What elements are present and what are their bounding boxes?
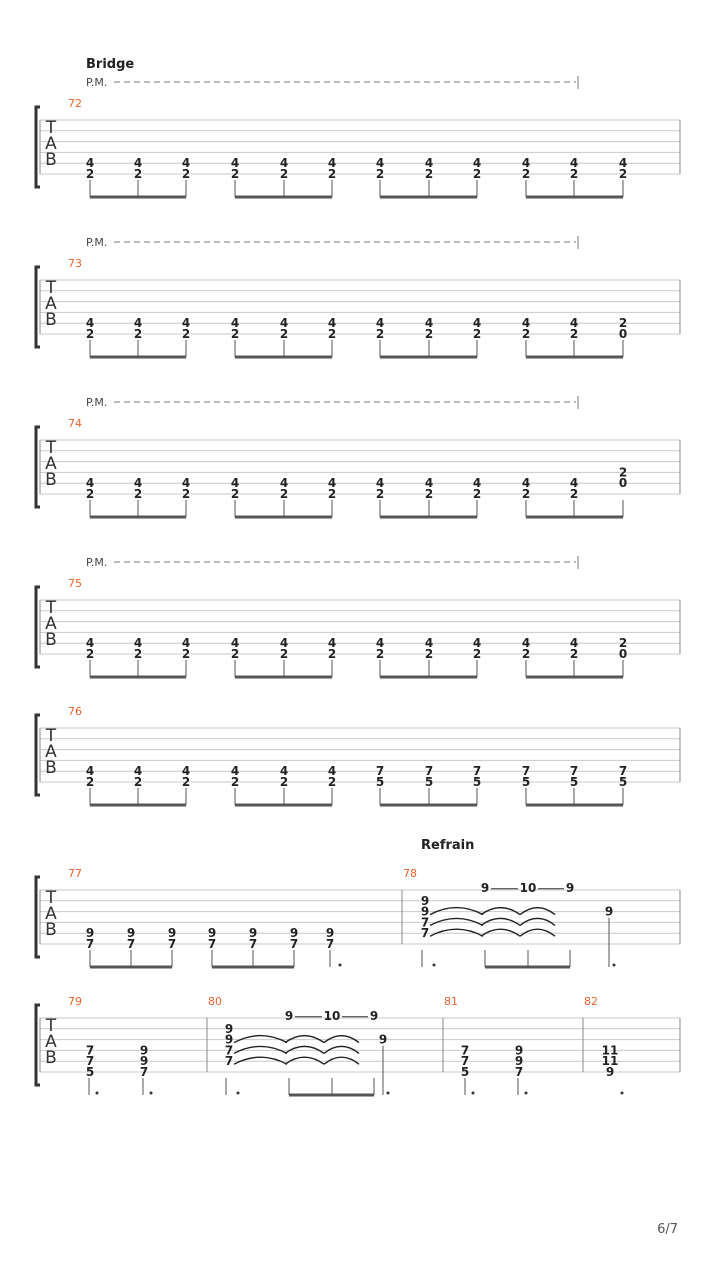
fret-number: 2 <box>424 167 434 181</box>
tab-system-72 <box>36 76 680 197</box>
fret-number: 5 <box>618 775 628 789</box>
measure-number: 79 <box>68 995 82 1008</box>
tab-system-79-82 <box>36 995 680 1095</box>
tab-clef-t: T <box>45 1016 57 1036</box>
measure-number: 81 <box>444 995 458 1008</box>
fret-number: 2 <box>618 167 628 181</box>
tab-clef-a: A <box>45 454 57 474</box>
fret-number: 5 <box>460 1065 470 1079</box>
tab-clef-a: A <box>45 904 57 924</box>
fret-number: 2 <box>472 327 482 341</box>
fret-number: 2 <box>181 167 191 181</box>
tab-clef-b: B <box>45 1048 57 1068</box>
fret-number: 4 <box>279 764 289 779</box>
fret-number: 4 <box>327 316 337 331</box>
fret-number: 7 <box>224 1043 234 1058</box>
tab-clef-b: B <box>45 310 57 330</box>
fret-number: 9 <box>167 926 177 941</box>
tab-clef-b: B <box>45 630 57 650</box>
fret-number: 4 <box>230 476 240 491</box>
fret-number: 4 <box>569 636 579 651</box>
fret-number: 2 <box>521 327 531 341</box>
fret-number: 7 <box>460 1043 470 1058</box>
fret-number: 4 <box>424 476 434 491</box>
fret-number: 5 <box>569 775 579 789</box>
dot <box>237 1092 240 1095</box>
fret-number: 7 <box>514 1065 524 1079</box>
fret-number: 7 <box>618 764 628 779</box>
fret-number: 9 <box>289 926 299 941</box>
dot <box>621 1092 624 1095</box>
fret-number: 4 <box>375 156 385 171</box>
system-bracket <box>36 107 40 187</box>
fret-number: 10 <box>323 1008 341 1023</box>
tab-clef-t: T <box>45 726 57 746</box>
tab-clef-t: T <box>45 888 57 908</box>
fret-number: 7 <box>472 764 482 779</box>
fret-number: 2 <box>85 167 95 181</box>
fret-number: 2 <box>85 487 95 501</box>
fret-number: 7 <box>224 1054 234 1069</box>
fret-number: 2 <box>181 327 191 341</box>
fret-number: 7 <box>521 764 531 779</box>
fret-number: 4 <box>424 316 434 331</box>
tab-clef-a: A <box>45 134 57 154</box>
fret-number: 2 <box>521 647 531 661</box>
fret-number: 9 <box>420 904 430 919</box>
fret-number: 7 <box>207 937 217 951</box>
tab-clef-b: B <box>45 150 57 170</box>
fret-number: 4 <box>181 764 191 779</box>
dot <box>613 964 616 967</box>
tab-clef-a: A <box>45 294 57 314</box>
fret-number: 4 <box>85 156 95 171</box>
fret-number: 2 <box>230 327 240 341</box>
fret-number: 2 <box>230 167 240 181</box>
palm-mute-label: P.M. <box>86 236 108 249</box>
fret-number: 2 <box>569 647 579 661</box>
dot <box>525 1092 528 1095</box>
fret-number: 4 <box>472 636 482 651</box>
tab-clef-a: A <box>45 742 57 762</box>
fret-number: 7 <box>325 937 335 951</box>
fret-number: 2 <box>279 167 289 181</box>
fret-number: 2 <box>85 647 95 661</box>
measure-number: 78 <box>403 867 417 880</box>
tab-clef-t: T <box>45 278 57 298</box>
fret-number: 2 <box>133 647 143 661</box>
dot <box>387 1092 390 1095</box>
tab-clef-t: T <box>45 438 57 458</box>
fret-number: 11 <box>601 1054 619 1069</box>
fret-number: 2 <box>230 775 240 789</box>
fret-number: 2 <box>181 647 191 661</box>
fret-number: 2 <box>472 167 482 181</box>
fret-number: 9 <box>369 1008 379 1023</box>
fret-number: 9 <box>605 1065 615 1079</box>
fret-number: 4 <box>472 156 482 171</box>
system-bracket <box>36 587 40 667</box>
palm-mute-label: P.M. <box>86 396 108 409</box>
fret-number: 7 <box>248 937 258 951</box>
fret-number: 4 <box>472 316 482 331</box>
fret-number: 2 <box>327 647 337 661</box>
dot <box>472 1092 475 1095</box>
section-label-refrain: Refrain <box>421 838 475 853</box>
tab-clef-b: B <box>45 758 57 778</box>
measure-number: 76 <box>68 705 82 718</box>
tab-clef-t: T <box>45 598 57 618</box>
fret-number: 2 <box>133 327 143 341</box>
fret-number: 4 <box>424 636 434 651</box>
fret-number: 9 <box>139 1043 149 1058</box>
fret-number: 2 <box>327 487 337 501</box>
fret-number: 4 <box>327 476 337 491</box>
fret-number: 4 <box>181 636 191 651</box>
fret-number: 4 <box>327 156 337 171</box>
tab-clef-t: T <box>45 118 57 138</box>
tab-system-76 <box>36 705 680 805</box>
section-label-bridge: Bridge <box>86 57 135 72</box>
measure-number: 74 <box>68 417 82 430</box>
fret-number: 9 <box>207 926 217 941</box>
fret-number: 2 <box>424 647 434 661</box>
fret-number: 4 <box>181 316 191 331</box>
fret-number: 0 <box>618 476 628 491</box>
fret-number: 7 <box>569 764 579 779</box>
fret-number: 4 <box>569 316 579 331</box>
dot <box>150 1092 153 1095</box>
fret-number: 4 <box>279 316 289 331</box>
fret-number: 4 <box>327 764 337 779</box>
fret-number: 2 <box>327 167 337 181</box>
fret-number: 7 <box>85 937 95 951</box>
fret-number: 4 <box>85 764 95 779</box>
fret-number: 4 <box>133 764 143 779</box>
fret-number: 5 <box>85 1065 95 1079</box>
tab-clef-b: B <box>45 470 57 490</box>
fret-number: 4 <box>521 636 531 651</box>
tab-system-74 <box>36 396 680 517</box>
fret-number: 2 <box>133 775 143 789</box>
fret-number: 2 <box>85 327 95 341</box>
tab-clef-a: A <box>45 614 57 634</box>
fret-number: 2 <box>375 647 385 661</box>
fret-number: 10 <box>519 880 537 895</box>
measure-number: 72 <box>68 97 82 110</box>
fret-number: 5 <box>375 775 385 789</box>
fret-number: 4 <box>279 156 289 171</box>
page-number: 6/7 <box>657 1222 678 1237</box>
fret-number: 7 <box>420 915 430 930</box>
fret-number: 4 <box>279 476 289 491</box>
fret-number: 7 <box>424 764 434 779</box>
fret-number: 5 <box>424 775 434 789</box>
dot <box>96 1092 99 1095</box>
fret-number: 2 <box>521 167 531 181</box>
fret-number: 2 <box>133 487 143 501</box>
fret-number: 4 <box>327 636 337 651</box>
system-bracket <box>36 267 40 347</box>
fret-number: 2 <box>569 167 579 181</box>
fret-number: 4 <box>521 316 531 331</box>
fret-number: 2 <box>521 487 531 501</box>
dot <box>433 964 436 967</box>
fret-number: 9 <box>284 1008 294 1023</box>
fret-number: 7 <box>289 937 299 951</box>
fret-number: 4 <box>230 316 240 331</box>
fret-number: 5 <box>472 775 482 789</box>
dot <box>339 964 342 967</box>
fret-number: 9 <box>126 926 136 941</box>
fret-number: 2 <box>279 327 289 341</box>
fret-number: 9 <box>480 880 490 895</box>
fret-number: 9 <box>224 1032 234 1047</box>
measure-number: 73 <box>68 257 82 270</box>
tab-system-73 <box>36 236 680 357</box>
fret-number: 4 <box>569 476 579 491</box>
fret-number: 2 <box>618 636 628 651</box>
fret-number: 2 <box>181 487 191 501</box>
tab-clef-a: A <box>45 1032 57 1052</box>
fret-number: 4 <box>181 156 191 171</box>
fret-number: 2 <box>181 775 191 789</box>
fret-number: 2 <box>327 775 337 789</box>
fret-number: 4 <box>521 156 531 171</box>
fret-number: 4 <box>230 156 240 171</box>
fret-number: 2 <box>230 647 240 661</box>
fret-number: 7 <box>167 937 177 951</box>
fret-number: 5 <box>521 775 531 789</box>
fret-number: 0 <box>618 327 628 341</box>
fret-number: 2 <box>569 487 579 501</box>
fret-number: 2 <box>375 487 385 501</box>
fret-number: 7 <box>460 1054 470 1069</box>
fret-number: 4 <box>181 476 191 491</box>
measure-number: 75 <box>68 577 82 590</box>
fret-number: 2 <box>327 327 337 341</box>
fret-number: 2 <box>230 487 240 501</box>
tab-system-77-78 <box>36 867 680 967</box>
fret-number: 9 <box>224 1021 234 1036</box>
fret-number: 2 <box>133 167 143 181</box>
fret-number: 4 <box>375 636 385 651</box>
measure-number: 77 <box>68 867 82 880</box>
fret-number: 4 <box>375 476 385 491</box>
fret-number: 4 <box>230 764 240 779</box>
fret-number: 4 <box>230 636 240 651</box>
fret-number: 2 <box>85 775 95 789</box>
system-bracket <box>36 427 40 507</box>
fret-number: 9 <box>514 1043 524 1058</box>
fret-number: 9 <box>325 926 335 941</box>
fret-number: 4 <box>569 156 579 171</box>
fret-number: 2 <box>618 316 628 331</box>
fret-number: 4 <box>85 316 95 331</box>
palm-mute-label: P.M. <box>86 76 108 89</box>
fret-number: 4 <box>133 476 143 491</box>
system-bracket <box>36 877 40 957</box>
fret-number: 9 <box>420 893 430 908</box>
palm-mute-label: P.M. <box>86 556 108 569</box>
measure-number: 80 <box>208 995 222 1008</box>
fret-number: 4 <box>133 156 143 171</box>
fret-number: 7 <box>85 1054 95 1069</box>
fret-number: 4 <box>133 636 143 651</box>
fret-number: 2 <box>472 647 482 661</box>
fret-number: 7 <box>85 1043 95 1058</box>
fret-number: 2 <box>424 487 434 501</box>
fret-number: 0 <box>618 647 628 661</box>
fret-number: 2 <box>375 327 385 341</box>
fret-number: 4 <box>472 476 482 491</box>
fret-number: 4 <box>279 636 289 651</box>
measure-number: 82 <box>584 995 598 1008</box>
fret-number: 7 <box>126 937 136 951</box>
fret-number: 7 <box>420 926 430 941</box>
fret-number: 2 <box>569 327 579 341</box>
fret-number: 4 <box>521 476 531 491</box>
fret-number: 4 <box>85 476 95 491</box>
fret-number: 2 <box>424 327 434 341</box>
fret-number: 2 <box>375 167 385 181</box>
tab-system-75 <box>36 556 680 677</box>
fret-number: 4 <box>424 156 434 171</box>
fret-number: 9 <box>248 926 258 941</box>
system-bracket <box>36 715 40 795</box>
fret-number: 9 <box>565 880 575 895</box>
fret-number: 2 <box>472 487 482 501</box>
tab-clef-b: B <box>45 920 57 940</box>
fret-number: 2 <box>279 775 289 789</box>
fret-number: 9 <box>604 904 614 919</box>
fret-number: 4 <box>618 156 628 171</box>
fret-number: 2 <box>279 647 289 661</box>
fret-number: 4 <box>85 636 95 651</box>
fret-number: 9 <box>85 926 95 941</box>
fret-number: 11 <box>601 1043 619 1058</box>
fret-number: 4 <box>375 316 385 331</box>
fret-number: 9 <box>514 1054 524 1069</box>
fret-number: 4 <box>133 316 143 331</box>
fret-number: 2 <box>279 487 289 501</box>
fret-number: 7 <box>139 1065 149 1079</box>
system-bracket <box>36 1005 40 1085</box>
fret-number: 9 <box>378 1032 388 1047</box>
fret-number: 9 <box>139 1054 149 1069</box>
fret-number: 2 <box>618 465 628 480</box>
fret-number: 7 <box>375 764 385 779</box>
